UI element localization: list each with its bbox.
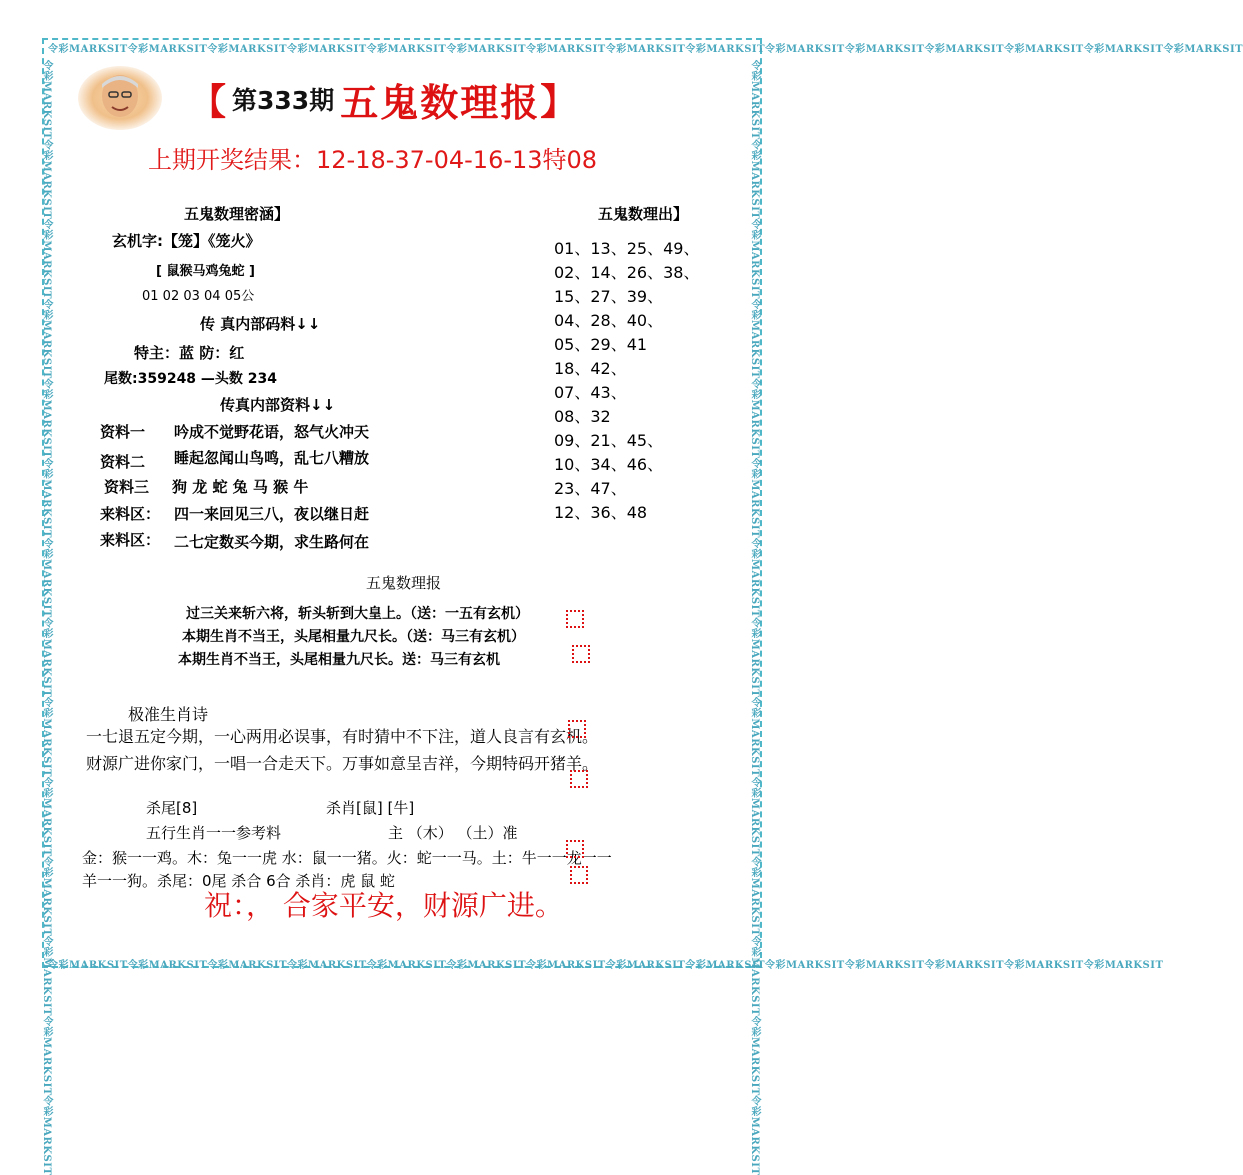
seal-mark	[566, 610, 584, 628]
seal-mark	[568, 720, 586, 738]
title-bracket-open: 【	[190, 80, 227, 123]
left-section-title: 五鬼数理密涵】	[184, 205, 290, 223]
watermark-right: 令彩MARKSIT令彩MARKSIT令彩MARKSIT令彩MARKSIT令彩MARKSIT令彩MARKSIT令彩MARKSIT令彩MARKSIT令彩MARKSIT令彩MARKSIT令彩MARKSIT令彩MARKSIT令彩MARKSIT令彩MARKSIT	[749, 60, 760, 1175]
watermark-top: 令彩MARKSIT令彩MARKSIT令彩MARKSIT令彩MARKSIT令彩MARKSIT令彩MARKSIT令彩MARKSIT令彩MARKSIT令彩MARKSIT令彩MARKSIT令彩MARKSIT令彩MARKSIT令彩MARKSIT令彩MARKSIT令彩MARKSIT	[48, 44, 1243, 55]
avatar	[78, 66, 162, 130]
issue-number: 第333期	[232, 86, 335, 115]
number-row: 04、28、40、	[554, 311, 664, 330]
middle-line: 过三关来斩六将，斩头斩到大皇上。（送：一五有玄机）	[186, 606, 529, 622]
title-bracket-close: 】	[540, 80, 577, 123]
data-row-text: 狗 龙 蛇 兔 马 猴 牛	[172, 478, 309, 496]
data-row-text: 吟成不觉野花语，怒气火冲天	[174, 423, 370, 441]
data-row-text: 二七定数买今期，求生路何在	[174, 533, 370, 551]
number-row: 23、47、	[554, 479, 627, 498]
paper-name: 五鬼数理报	[340, 79, 541, 125]
number-row: 10、34、46、	[554, 455, 664, 474]
fax-title-2: 传真内部资料↓↓	[220, 396, 336, 414]
number-row: 15、27、39、	[554, 287, 664, 306]
special-line: 特主：蓝 防：红	[134, 344, 245, 362]
number-row: 09、21、45、	[554, 431, 664, 450]
middle-line: 本期生肖不当王，头尾相量九尺长。（送：马三有玄机）	[182, 629, 525, 645]
seal-mark	[570, 770, 588, 788]
data-row-label: 资料一	[100, 423, 146, 441]
seal-mark	[566, 840, 584, 858]
elements-line: 金：猴一一鸡。木：兔一一虎 水：鼠一一猪。火：蛇一一马。土：牛一一龙一一	[82, 849, 612, 867]
data-row-label: 资料二	[100, 453, 146, 471]
last-result: 上期开奖结果：12-18-37-04-16-13特08	[148, 146, 598, 174]
data-row-text: 四一来回见三八，夜以继日赶	[174, 505, 370, 523]
five-elements-title: 五行生肖一一参考料	[146, 824, 282, 842]
number-row: 18、42、	[554, 359, 627, 378]
watermark-text: 令彩MARKSIT	[48, 44, 128, 55]
poem-line: 财源广进你家门，一唱一合走天下。万事如意呈吉祥，今期特码开猪羊。	[86, 754, 599, 773]
number-line: 01 02 03 04 05公	[142, 289, 255, 304]
kill-zodiac: 杀肖[鼠] [牛]	[326, 799, 415, 817]
seal-mark	[570, 866, 588, 884]
fax-title-1: 传 真内部码料↓↓	[200, 315, 321, 333]
main-elements: 主 （木） （土）准	[388, 824, 518, 842]
mystery-word: 玄机字:【笼】《笼火》	[112, 232, 261, 250]
middle-line: 本期生肖不当王，头尾相量九尺长。送：马三有玄机	[178, 652, 500, 668]
data-row-label: 来料区：	[100, 505, 161, 523]
watermark-left: 令彩MARKSIT令彩MARKSIT令彩MARKSIT令彩MARKSIT令彩MARKSIT令彩MARKSIT令彩MARKSIT令彩MARKSIT令彩MARKSIT令彩MARKSIT令彩MARKSIT令彩MARKSIT令彩MARKSIT令彩MARKSIT	[41, 60, 52, 1175]
number-row: 12、36、48	[554, 503, 648, 522]
number-row: 05、29、41	[554, 335, 648, 354]
kill-tail: 杀尾[8]	[146, 799, 198, 817]
poem-title: 极准生肖诗	[128, 705, 209, 724]
data-row-text: 睡起忽闻山鸟鸣，乱七八糟放	[174, 449, 370, 467]
blessing: 祝：， 合家平安，财源广进。	[204, 889, 563, 922]
tail-line: 尾数:359248 —头数 234	[104, 371, 278, 387]
poem-line: 一七退五定今期，一心两用必误事，有时猜中不下注，道人良言有玄机。	[86, 727, 599, 746]
watermark-bottom: 令彩MARKSIT令彩MARKSIT令彩MARKSIT令彩MARKSIT令彩MARKSIT令彩MARKSIT令彩MARKSIT令彩MARKSIT令彩MARKSIT令彩MARKSIT令彩MARKSIT令彩MARKSIT令彩MARKSIT令彩MARKSIT	[48, 960, 1164, 971]
data-row-label: 来料区：	[100, 531, 161, 549]
portrait-icon	[78, 66, 162, 130]
right-section-title: 五鬼数理出】	[598, 205, 689, 223]
data-row-label: 资料三	[104, 478, 150, 496]
number-row: 01、13、25、49、	[554, 239, 700, 258]
page-title	[190, 74, 576, 124]
zodiac-line: [ 鼠猴马鸡兔蛇 ]	[156, 264, 255, 279]
number-row: 07、43、	[554, 383, 627, 402]
number-row: 02、14、26、38、	[554, 263, 700, 282]
seal-mark	[572, 645, 590, 663]
middle-title: 五鬼数理报	[366, 574, 442, 592]
elements-line: 羊一一狗。杀尾：0尾 杀合 6合 杀肖：虎 鼠 蛇	[82, 872, 395, 890]
number-row: 08、32	[554, 407, 611, 426]
